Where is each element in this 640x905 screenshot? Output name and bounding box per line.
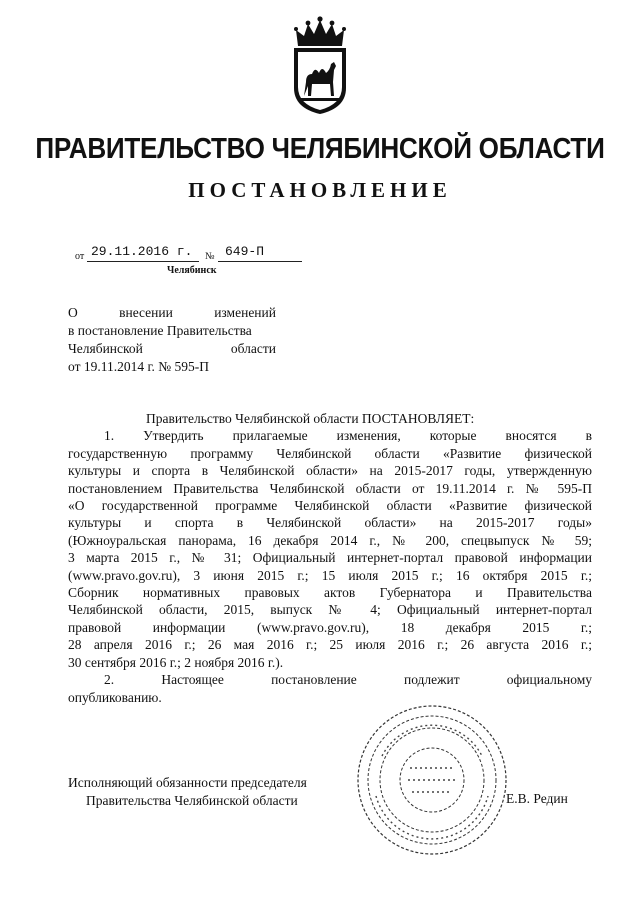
paragraph-1-line: (Южноуральская панорама, 16 декабря 2014 г., № 200, спецвыпуск № 59; xyxy=(68,532,592,548)
paragraph-1-line: государственную программу Челябинской области «Развитие физической xyxy=(68,445,592,461)
number-value: 649-П xyxy=(225,244,265,259)
resolution-body xyxy=(68,410,592,706)
subject-line: О внесении изменений xyxy=(68,305,276,320)
paragraph-2-line: 2. Настоящее постановление подлежит официальному xyxy=(104,672,592,688)
paragraph-1-line: (www.pravo.gov.ru), 3 июня 2015 г.; 15 июля 2015 г.; 16 октября 2015 г.; xyxy=(68,567,592,583)
number-label: № xyxy=(205,251,215,262)
paragraph-1-line: 30 сентября 2016 г.; 2 ноября 2016 г.). xyxy=(68,654,284,670)
coat-of-arms-emblem xyxy=(284,16,356,116)
paragraph-1-line: культуры и спорта в Челябинской области» на 2015-2017 годы, утвержденную xyxy=(68,463,592,479)
number-underline xyxy=(218,261,302,262)
official-seal-stamp xyxy=(352,700,512,860)
resolution-intro: Правительство Челябинской области ПОСТАНОВЛЯЕТ: xyxy=(146,411,475,426)
subject-line: от 19.11.2014 г. № 595-П xyxy=(68,359,209,374)
subject-line: Челябинской области xyxy=(68,341,276,356)
paragraph-2-line: опубликованию. xyxy=(68,689,162,705)
date-underline xyxy=(87,261,199,262)
signatory-position-line: Правительства Челябинской области xyxy=(86,793,298,808)
paragraph-1-line: постановлением Правительства Челябинской области от 19.11.2014 г. № 595-П xyxy=(68,480,592,496)
paragraph-1-line: 3 марта 2015 г., № 31; Официальный интернет-портал правовой информации xyxy=(68,550,592,566)
document-subject xyxy=(68,304,276,376)
paragraph-1-line: Челябинской области, 2015, выпуск № 4; Официальный интернет-портал xyxy=(68,602,592,618)
paragraph-1-line: правовой информации (www.pravo.gov.ru), 18 декабря 2015 г.; xyxy=(68,619,592,635)
paragraph-1-line: 28 апреля 2016 г.; 26 мая 2016 г.; 25 июля 2016 г.; 26 августа 2016 г.; xyxy=(68,637,592,653)
subject-line: в постановление Правительства xyxy=(68,323,252,338)
signatory-position xyxy=(68,774,307,810)
paragraph-1-line: «О государственной программе Челябинской области «Развитие физической xyxy=(68,498,592,514)
city-name: Челябинск xyxy=(167,265,217,276)
signatory-position-line: Исполняющий обязанности председателя xyxy=(68,775,307,790)
document-type-heading: ПОСТАНОВЛЕНИЕ xyxy=(188,178,452,202)
paragraph-1-line: культуры и спорта в Челябинской области» на 2015-2017 годы» xyxy=(68,515,592,531)
signatory-name: Е.В. Редин xyxy=(506,791,568,806)
date-label: от xyxy=(75,251,85,262)
paragraph-1-line: 1. Утвердить прилагаемые изменения, которые вносятся в xyxy=(104,428,592,444)
paragraph-1-line: Сборник нормативных правовых актов Губернатора и Правительства xyxy=(68,585,592,601)
date-value: 29.11.2016 г. xyxy=(91,244,193,259)
date-number-block xyxy=(75,244,315,281)
government-title: ПРАВИТЕЛЬСТВО ЧЕЛЯБИНСКОЙ ОБЛАСТИ xyxy=(35,133,605,165)
